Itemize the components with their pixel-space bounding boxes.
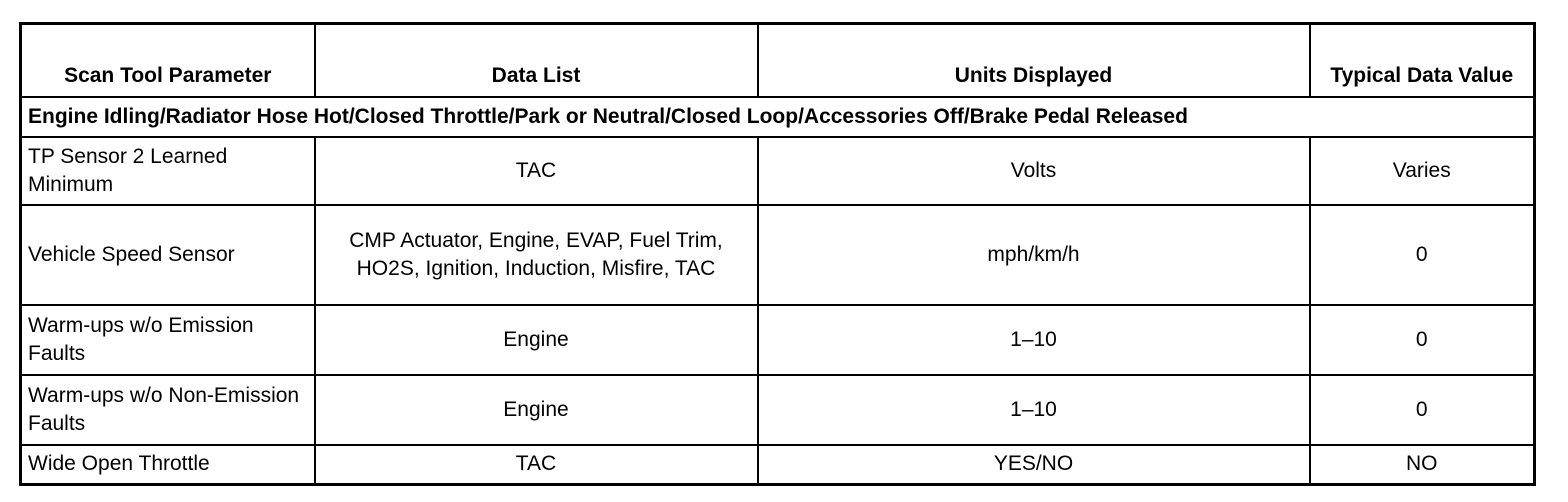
data-list-cell: TAC <box>315 137 758 205</box>
typical-value-cell: 0 <box>1310 305 1535 375</box>
condition-row <box>21 97 1535 137</box>
table-row <box>21 375 1535 445</box>
units-cell: YES/NO <box>758 445 1310 485</box>
data-list-cell: CMP Actuator, Engine, EVAP, Fuel Trim, HO2S, Ignition, Induction, Misfire, TAC <box>315 205 758 305</box>
typical-value-cell: Varies <box>1310 137 1535 205</box>
table-header-row <box>21 24 1535 97</box>
typical-value-cell: NO <box>1310 445 1535 485</box>
data-list-cell: TAC <box>315 445 758 485</box>
header-data-list: Data List <box>315 24 758 97</box>
units-cell: Volts <box>758 137 1310 205</box>
typical-value-cell: 0 <box>1310 205 1535 305</box>
header-typical-data-value: Typical Data Value <box>1310 24 1535 97</box>
table-row <box>21 305 1535 375</box>
table-row <box>21 445 1535 485</box>
units-cell: mph/km/h <box>758 205 1310 305</box>
header-units-displayed: Units Displayed <box>758 24 1310 97</box>
parameter-cell: Vehicle Speed Sensor <box>21 205 315 305</box>
table-row <box>21 137 1535 205</box>
scan-tool-data-table <box>19 22 1536 486</box>
data-list-cell: Engine <box>315 375 758 445</box>
data-list-cell: Engine <box>315 305 758 375</box>
parameter-cell: Warm-ups w/o Non-Emission Faults <box>21 375 315 445</box>
parameter-cell: Wide Open Throttle <box>21 445 315 485</box>
units-cell: 1–10 <box>758 305 1310 375</box>
parameter-cell: TP Sensor 2 Learned Minimum <box>21 137 315 205</box>
units-cell: 1–10 <box>758 375 1310 445</box>
typical-value-cell: 0 <box>1310 375 1535 445</box>
header-scan-tool-parameter: Scan Tool Parameter <box>21 24 315 97</box>
operating-condition: Engine Idling/Radiator Hose Hot/Closed Throttle/Park or Neutral/Closed Loop/Accessories Off/Brake Pedal Released <box>21 97 1535 137</box>
parameter-cell: Warm-ups w/o Emission Faults <box>21 305 315 375</box>
table-row <box>21 205 1535 305</box>
